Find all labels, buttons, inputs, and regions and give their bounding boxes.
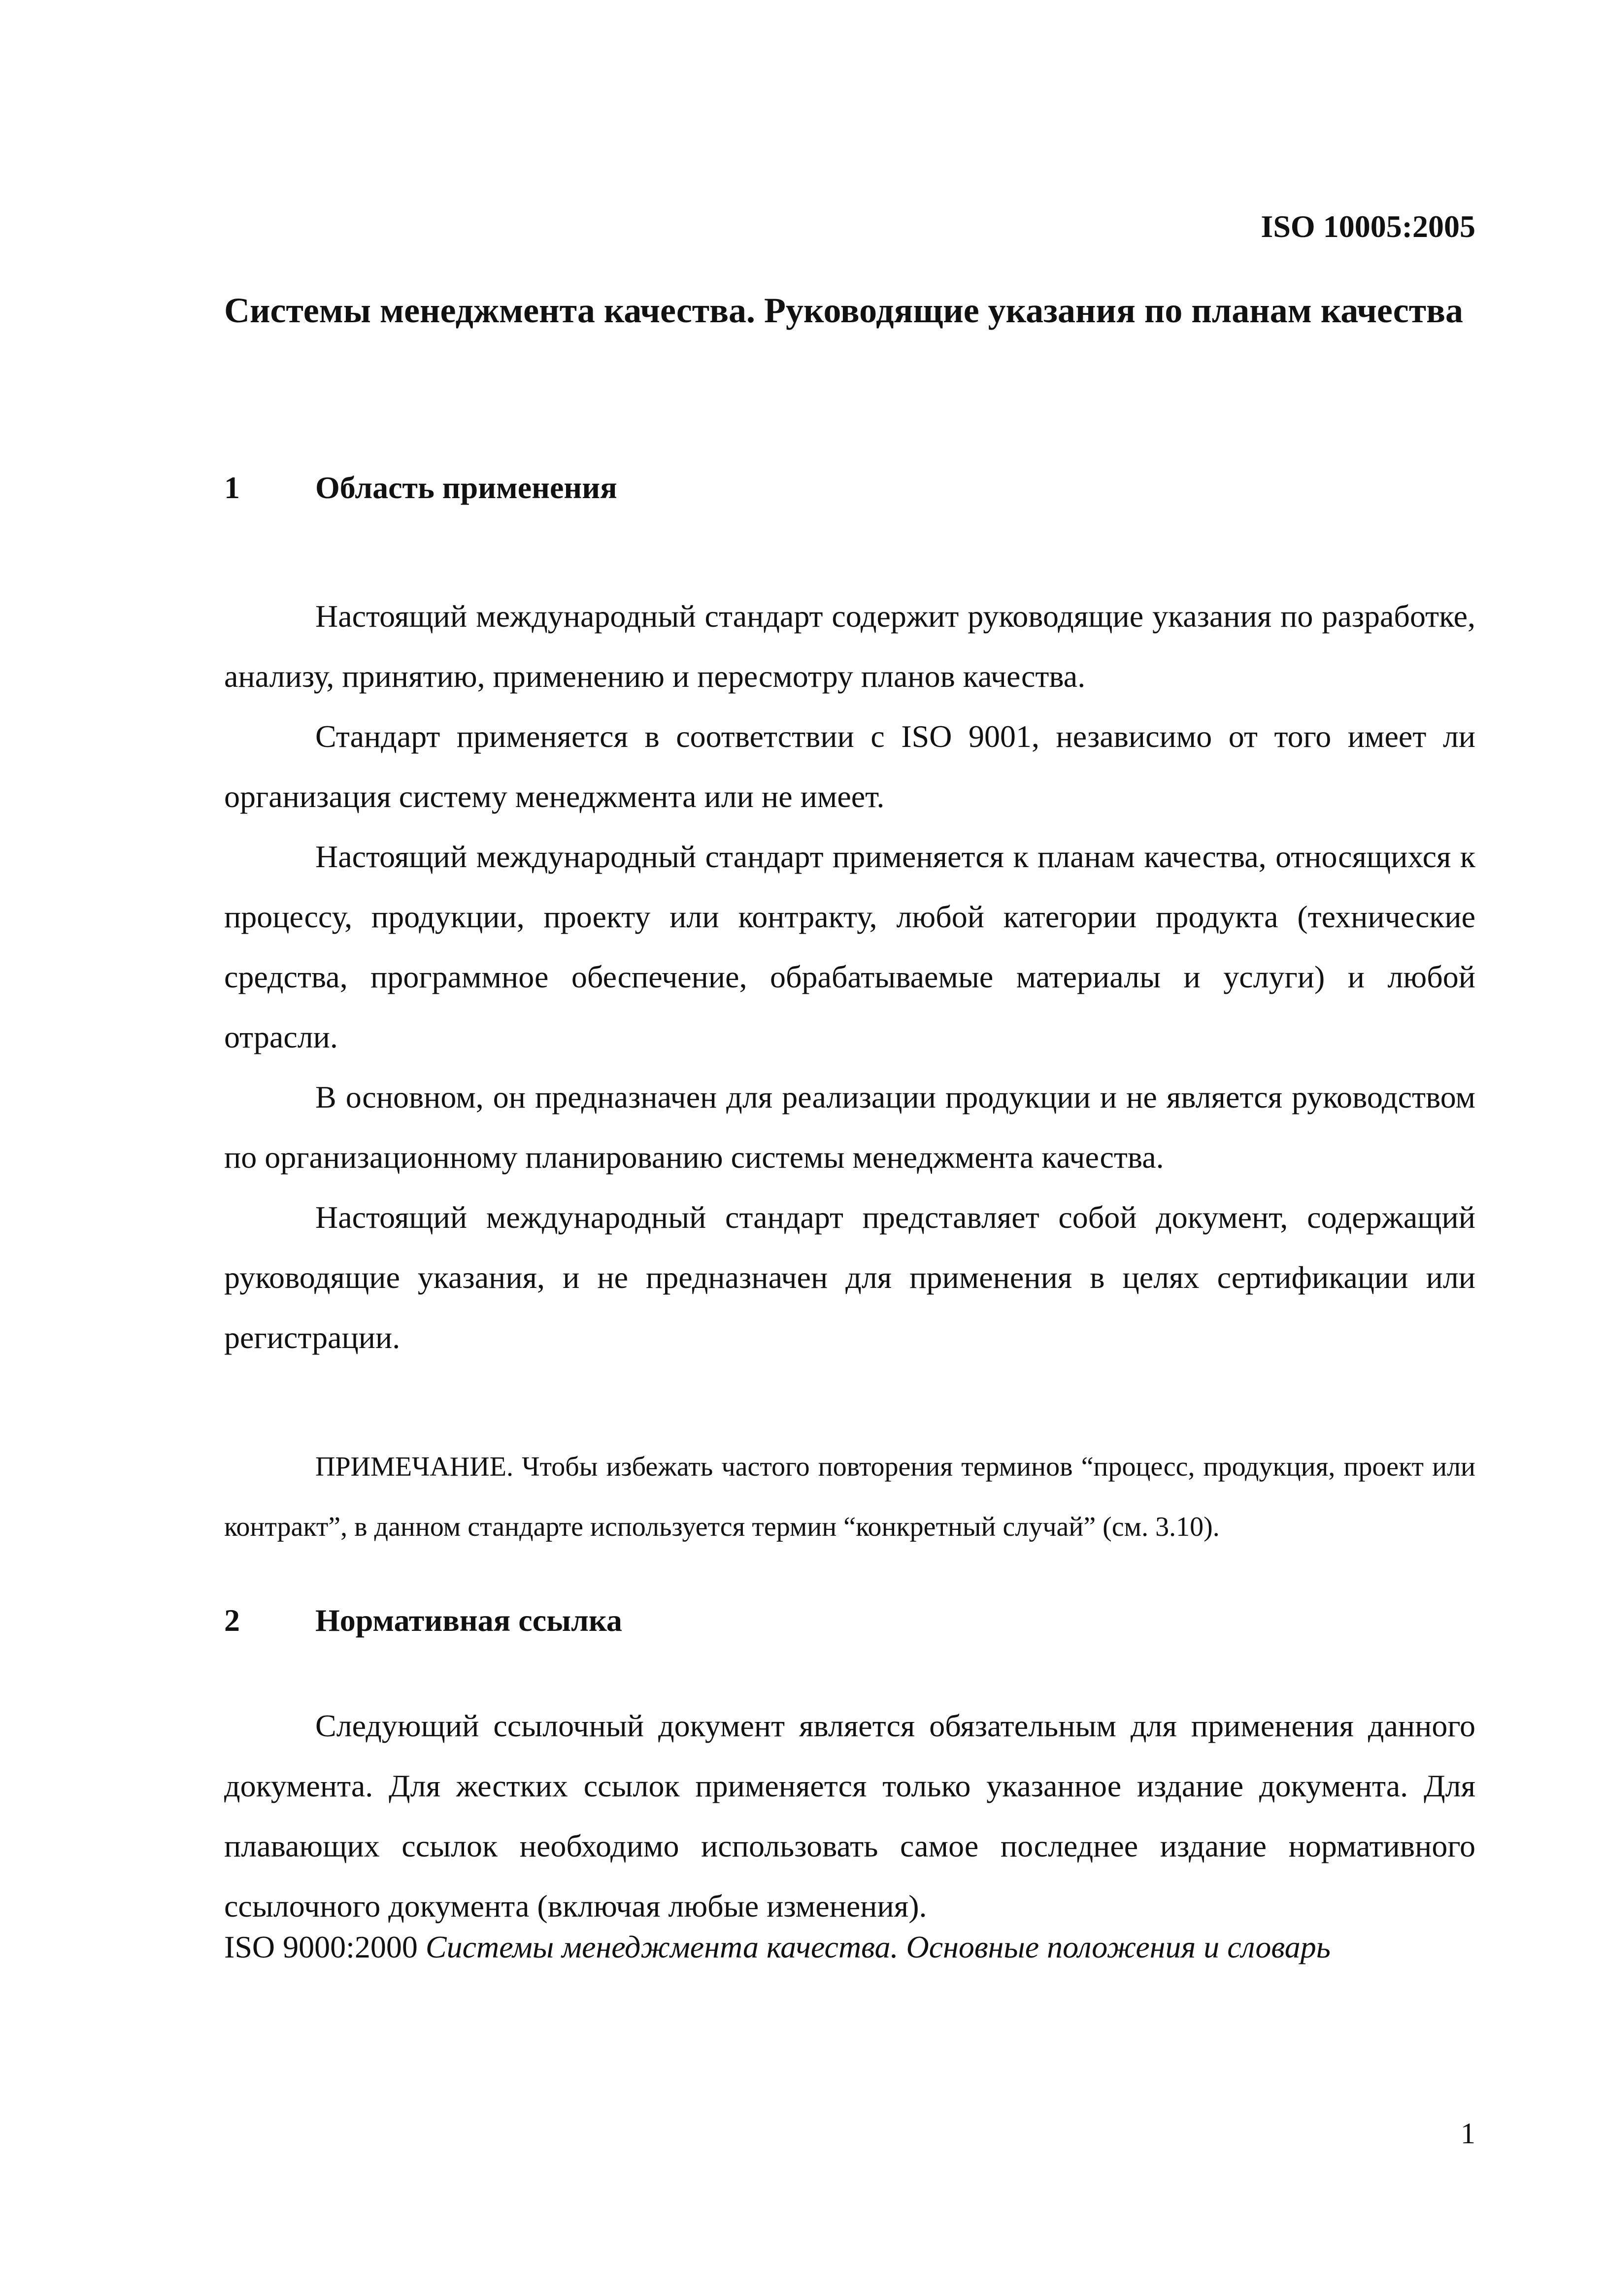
paragraph: В основном, он предназначен для реализации продукции и не является руководством по организационному планированию системы менеджмента качества. <box>224 1080 1475 1175</box>
section-title: Нормативная ссылка <box>315 1603 622 1638</box>
reference-entry <box>224 1931 1331 1963</box>
document-id: ISO 10005:2005 <box>1261 209 1475 244</box>
document-title: Системы менеджмента качества. Руководящие указания по планам качества <box>224 291 1463 330</box>
scope-body <box>224 586 1475 1368</box>
paragraph: Следующий ссылочный документ является обязательным для применения данного документа. Для жестких ссылок применяется только указанное издание документа. Для плавающих ссылок необходимо использовать самое последнее издание нормативного ссылочного документа (включая любые изменения). <box>224 1708 1475 1924</box>
reference-code: ISO 9000:2000 <box>224 1929 418 1964</box>
section-heading-normative-reference <box>224 1605 622 1636</box>
paragraph: Настоящий международный стандарт применяется к планам качества, относящихся к процессу, продукции, проекту или контракту, любой категории продукта (технические средства, программное обеспечение, обрабатываемые материалы и услуги) и любой отрасли. <box>224 839 1475 1054</box>
paragraph: Настоящий международный стандарт содержит руководящие указания по разработке, анализу, принятию, применению и пересмотру планов качества. <box>224 599 1475 694</box>
page-number: 1 <box>1461 2117 1475 2150</box>
normative-reference-body <box>224 1696 1475 1936</box>
section-number: 1 <box>224 470 240 505</box>
note: ПРИМЕЧАНИЕ. Чтобы избежать частого повторения терминов “процесс, продукция, проект или контракт”, в данном стандарте используется термин “конкретный случай” (см. 3.10). <box>224 1452 1475 1542</box>
paragraph: Настоящий международный стандарт представляет собой документ, содержащий руководящие указания, и не предназначен для применения в целях сертификации или регистрации. <box>224 1200 1475 1355</box>
section-title: Область применения <box>315 470 617 505</box>
reference-title: Системы менеджмента качества. Основные положения и словарь <box>425 1929 1331 1964</box>
section-number: 2 <box>224 1603 240 1638</box>
paragraph: Стандарт применяется в соответствии с ISO 9001, независимо от того имеет ли организация систему менеджмента или не имеет. <box>224 719 1475 814</box>
section-heading-scope <box>224 472 617 504</box>
